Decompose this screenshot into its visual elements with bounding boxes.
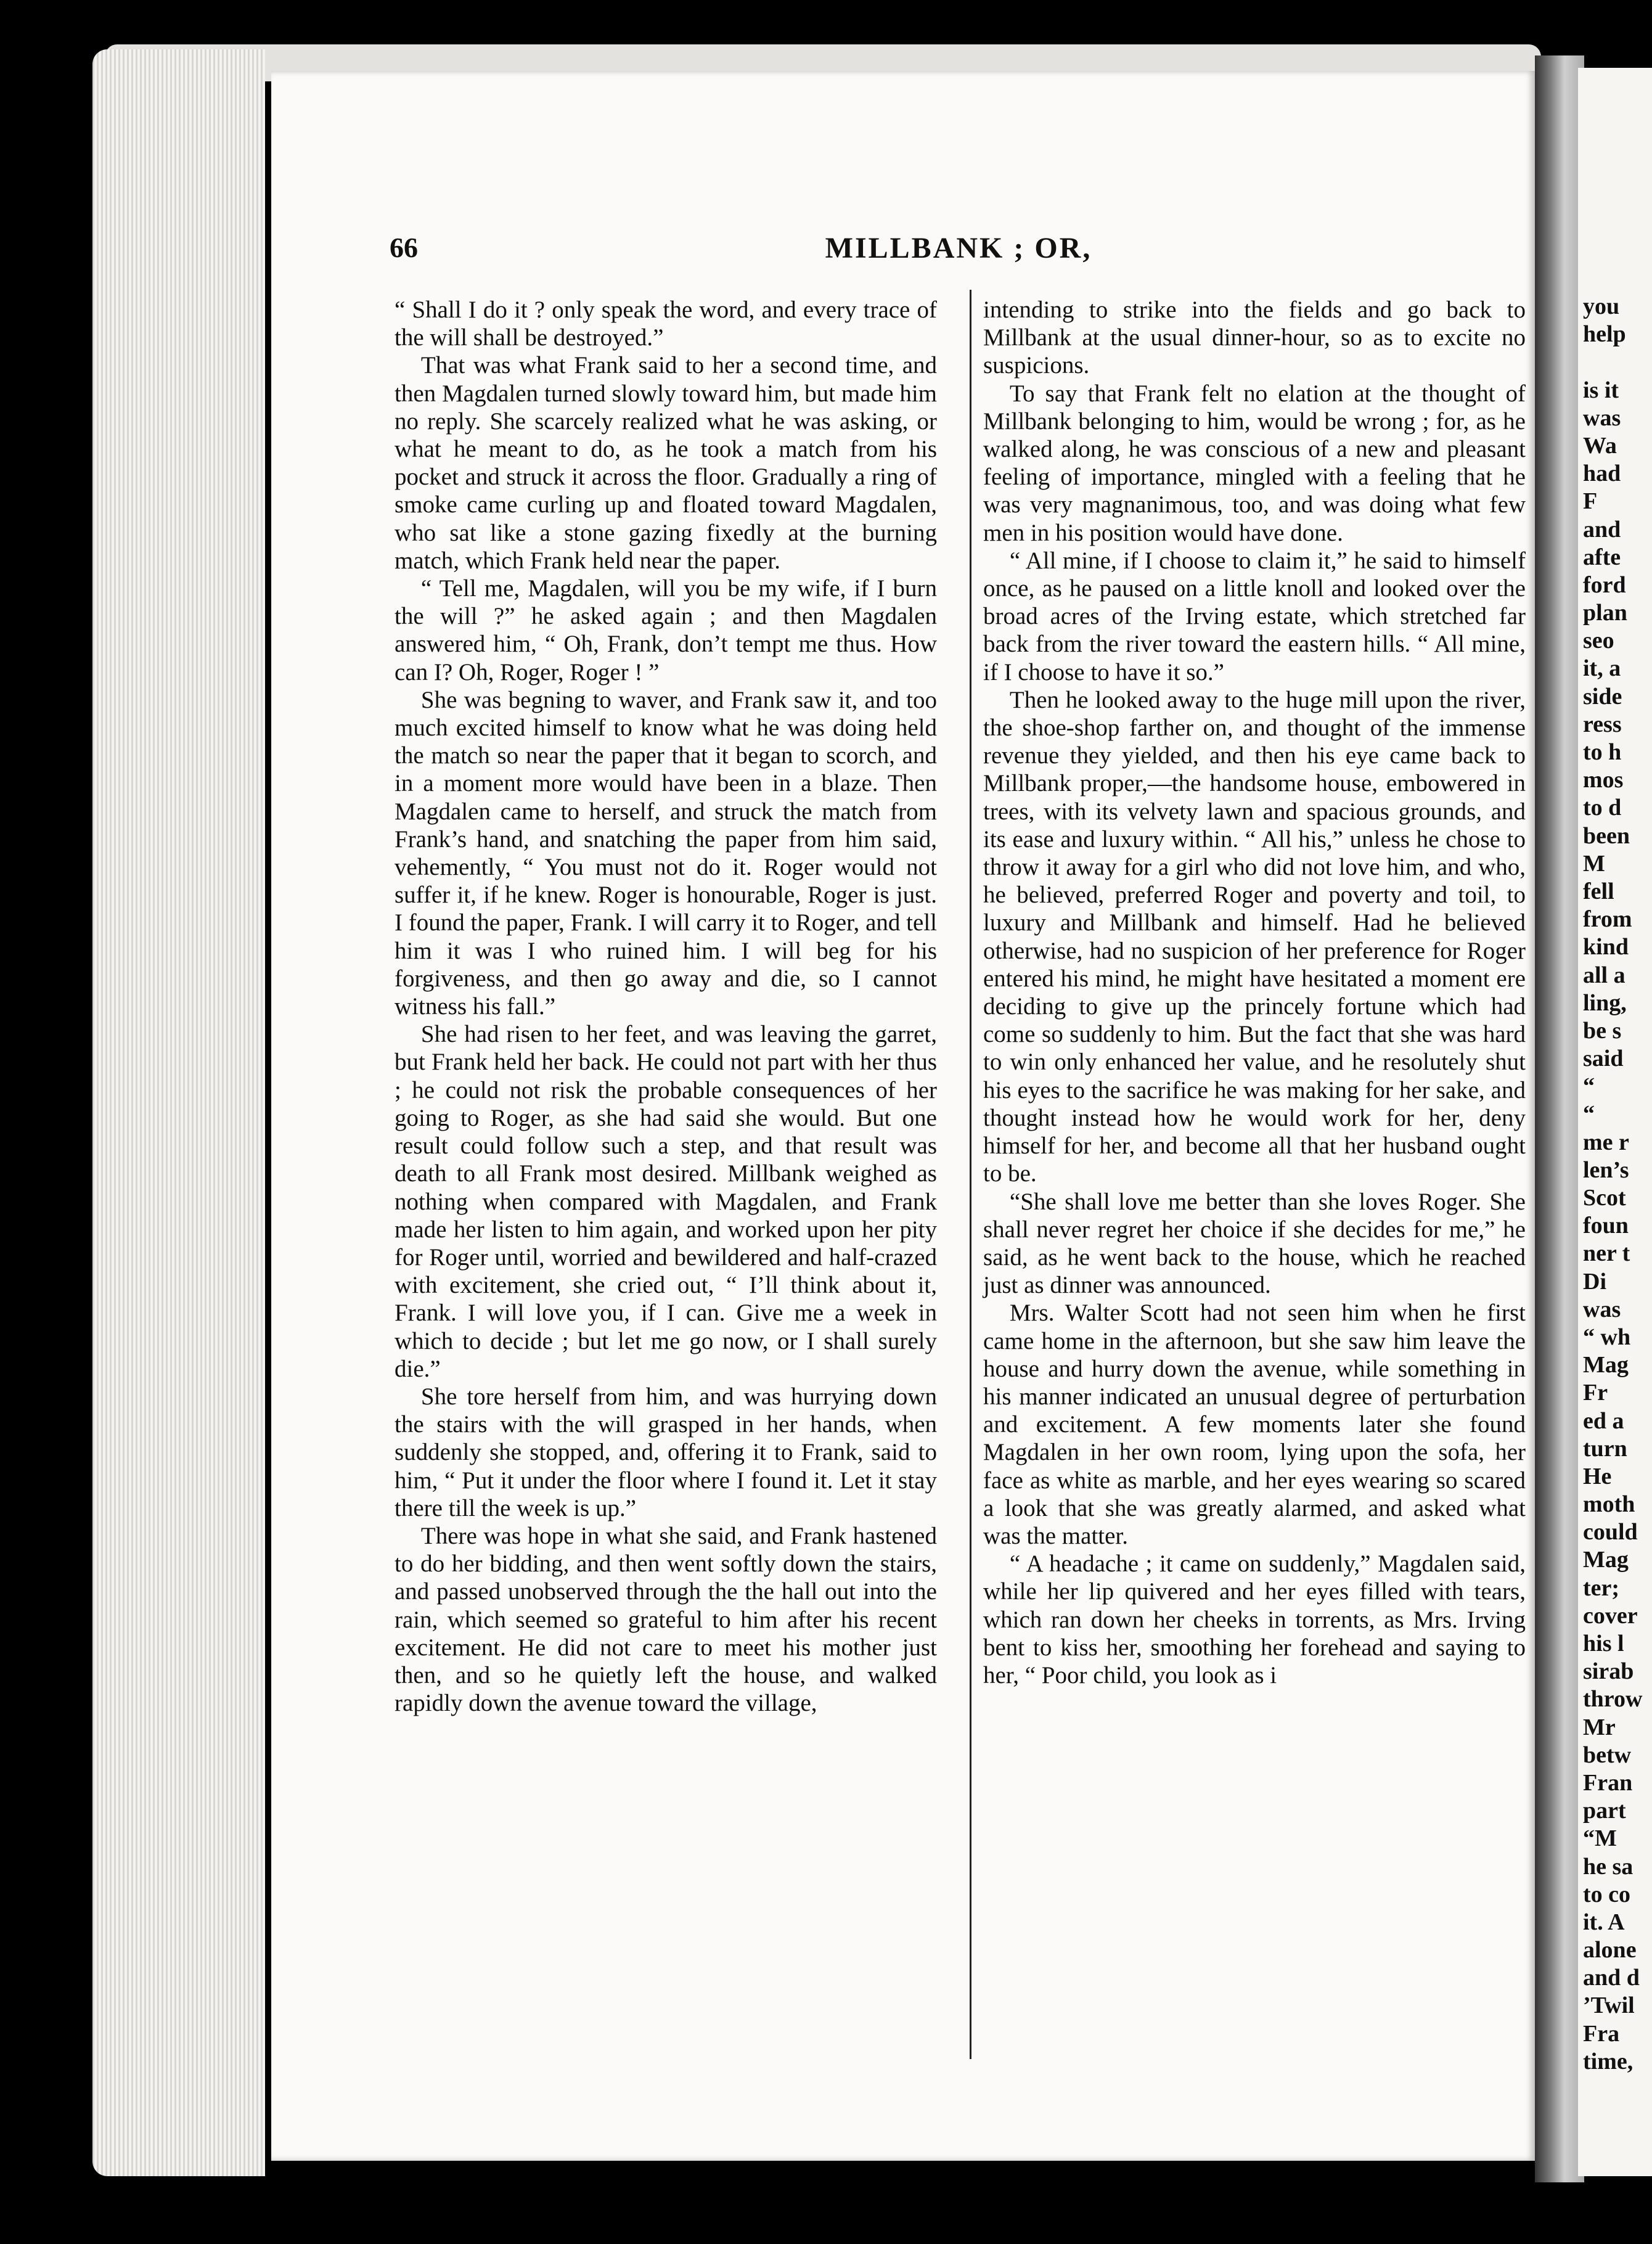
facing-page-line: turn [1583, 1435, 1627, 1462]
facing-page-line: said [1583, 1046, 1624, 1072]
facing-page-line: time, [1583, 2048, 1634, 2074]
facing-page-line: ling, [1583, 989, 1627, 1016]
facing-page-line: betw [1583, 1742, 1632, 1768]
facing-page-line: he sa [1583, 1853, 1634, 1880]
facing-page-line [1583, 348, 1642, 376]
facing-page-line: and d [1583, 1965, 1640, 1991]
facing-page-line: was [1583, 404, 1621, 431]
book-gutter [1535, 55, 1584, 2182]
facing-page-line: “ wh [1583, 1324, 1631, 1350]
paragraph: “ Tell me, Magdalen, will you be my wife, if I burn the will ?” he asked again ; and then Magdalen answered him, “ Oh, Frank, don’t tempt me thus. How can I? Oh, Roger, Roger ! ” [395, 575, 937, 686]
facing-page-line: it. A [1583, 1909, 1625, 1935]
facing-page-line: Mag [1583, 1547, 1629, 1573]
facing-page-line: Di [1583, 1268, 1606, 1295]
facing-page-line: “M [1583, 1825, 1617, 1852]
facing-page-line: Scot [1583, 1185, 1626, 1211]
paragraph: She tore herself from him, and was hurrying down the stairs with the will grasped in her hands, when suddenly she stopped, and, offering it to Frank, said to him, “ Put it under the floor where I found it. Let it stay there till the week is up.” [395, 1383, 937, 1521]
facing-page-line: Mag [1583, 1352, 1629, 1378]
facing-page-line: to d [1583, 795, 1622, 821]
facing-page-line: Wa [1583, 432, 1617, 459]
facing-page-line: fell [1583, 878, 1614, 904]
right-column [983, 296, 1526, 1689]
paragraph: That was what Frank said to her a second time, and then Magdalen turned slowly toward him, but made him no reply. She scarcely realized what he was asking, or what he meant to do, as he took a match from his pocket and struck it across the floor. Gradually a ring of smoke came curling up and floated toward Magdalen, who sat like a stone gazing fixedly at the burning match, which Frank held near the paper. [395, 352, 937, 574]
facing-page-line: ed a [1583, 1407, 1624, 1434]
paragraph: She had risen to her feet, and was leaving the garret, but Frank held her back. He could not part with her thus ; he could not risk the probable consequences of her going to Roger, as she had said she would. But one result could follow such a step, and that result was death to all Frank most desired. Millbank weighed as nothing when compared with Magdalen, and Frank made her listen to him again, and worked upon her pity for Roger until, worried and bewildered and half-crazed with excitement, she cried out, “ I’ll think about it, Frank. I will love you, if I can. Give me a week in which to decide ; but let me go now, or I shall surely die.” [395, 1021, 937, 1382]
facing-page-line: ress [1583, 711, 1622, 737]
facing-page-line: help [1583, 321, 1626, 348]
facing-page-line: afte [1583, 544, 1621, 570]
facing-page-line: Fr [1583, 1380, 1608, 1406]
facing-page-line: to co [1583, 1881, 1631, 1907]
facing-page-line: been [1583, 822, 1630, 849]
facing-page-line: foun [1583, 1213, 1629, 1239]
facing-page-line: Mr [1583, 1714, 1616, 1740]
facing-page-line: side [1583, 683, 1622, 710]
page-header [271, 231, 1535, 274]
facing-page-line: it, a [1583, 655, 1621, 682]
facing-page-line: plan [1583, 600, 1627, 626]
facing-page-line: ner t [1583, 1240, 1630, 1267]
column-rule [970, 290, 971, 2059]
facing-page-line: cover [1583, 1602, 1638, 1629]
facing-page-line: kind [1583, 934, 1629, 960]
facing-page-line: M [1583, 850, 1605, 877]
facing-page-line: ter; [1583, 1574, 1620, 1601]
facing-page-line: and [1583, 516, 1621, 543]
facing-page-line: from [1583, 906, 1632, 933]
facing-page-line: moth [1583, 1491, 1635, 1518]
facing-page-line: “ [1583, 1101, 1595, 1128]
paragraph: intending to strike into the fields and go back to Millbank at the usual dinner-hour, so as to excite no suspicions. [983, 297, 1526, 379]
paragraph: She was begning to waver, and Frank saw it, and too much excited himself to know what he was doing held the match so near the paper that it began to scorch, and in a moment more would have been in a blaze. Then Magdalen came to herself, and struck the match from Frank’s hand, and snatching the paper from him said, vehemently, “ You must not do it. Roger would not suffer it, if he knew. Roger is honourable, Roger is just. I found the paper, Frank. I will carry it to Roger, and tell him it was I who ruined him. I will beg for his forgiveness, and then go away and die, so I cannot witness his fall.” [395, 686, 937, 1020]
facing-page-line: me r [1583, 1129, 1629, 1155]
paragraph: To say that Frank felt no elation at the thought of Millbank belonging to him, would be wrong ; for, as he walked along, he was conscious of a new and pleasant feeling of importance, mingled with a feeling that he was very magnanimous, too, and was doing what few men in his position would have done. [983, 380, 1526, 546]
running-head: MILLBANK ; OR, [825, 232, 1092, 264]
left-column [395, 296, 937, 1717]
facing-page-line: throw [1583, 1686, 1643, 1713]
facing-page-line: He [1583, 1463, 1612, 1489]
facing-page-line: alone [1583, 1937, 1637, 1964]
facing-page [1578, 68, 1652, 2176]
facing-page-line: to h [1583, 739, 1622, 765]
facing-page-line: you [1583, 293, 1620, 319]
facing-page-line: F [1583, 488, 1598, 515]
facing-page-line: len’s [1583, 1157, 1629, 1183]
page-number: 66 [390, 232, 418, 263]
facing-page-line: Fran [1583, 1769, 1633, 1796]
paragraph: “ Shall I do it ? only speak the word, and every trace of the will shall be destroyed.” [395, 297, 937, 351]
facing-page-line: “ [1583, 1073, 1595, 1100]
facing-page-line: part [1583, 1798, 1626, 1824]
paragraph: “ All mine, if I choose to claim it,” he said to himself once, as he paused on a little knoll and looked over the broad acres of the Irving estate, which stretched far back from the river toward the eastern hills. “ All mine, if I choose to have it so.” [983, 547, 1526, 686]
facing-page-line: be s [1583, 1017, 1622, 1044]
facing-page-line: all a [1583, 962, 1625, 988]
facing-page-line: could [1583, 1519, 1638, 1546]
book-page-edges [92, 49, 265, 2176]
facing-page-line: was [1583, 1296, 1621, 1322]
paragraph: “ A headache ; it came on suddenly,” Magdalen said, while her lip quivered and her eyes filled with tears, which ran down her cheeks in torrents, as Mrs. Irving bent to kiss her, smoothing her forehead and saying to her, “ Poor child, you look as i [983, 1550, 1526, 1689]
facing-page-fragments [1583, 293, 1642, 2076]
facing-page-line: sirab [1583, 1658, 1634, 1685]
facing-page-line: ford [1583, 571, 1626, 598]
facing-page-line: Fra [1583, 2020, 1620, 2047]
facing-page-line: his l [1583, 1631, 1624, 1656]
paragraph: There was hope in what she said, and Frank hastened to do her bidding, and then went softly down the stairs, and passed unobserved through the the hall out into the rain, which seemed so grateful to him after his recent excitement. He did not care to meet his mother just then, and so he quietly left the house, and walked rapidly down the avenue toward the village, [395, 1522, 937, 1717]
facing-page-line: is it [1583, 377, 1619, 403]
paragraph: Then he looked away to the huge mill upon the river, the shoe-shop farther on, and thought of the immense revenue they yielded, and then his eye came back to Millbank proper,—the handsome house, embowered in trees, with its velvety lawn and spacious grounds, and its ease and luxury within. “ All his,” unless he chose to throw it away for a girl who did not love him, and who, he believed, preferred Roger and poverty and toil, to luxury and Millbank and himself. Had he believed otherwise, had no suspicion of her preference for Roger entered his mind, he might have hesitated a moment ere deciding to give up the princely fortune which had come so suddenly to him. But the fact that she was hard to win only enhanced her value, and he resolutely shut his eyes to the sacrifice he was making for her sake, and thought instead how he would work for her, deny himself for her, and become all that her husband ought to be. [983, 686, 1526, 1187]
paragraph: Mrs. Walter Scott had not seen him when he first came home in the afternoon, but she saw him leave the house and hurry down the avenue, while something in his manner indicated an unusual degree of perturbation and excitement. A few moments later she found Magdalen in her own room, lying upon the sofa, her face as white as marble, and her eyes wearing so scared a look that she was greatly alarmed, and asked what was the matter. [983, 1300, 1526, 1549]
facing-page-line: seo [1583, 628, 1614, 654]
facing-page-line: mos [1583, 767, 1624, 793]
paragraph: “She shall love me better than she loves Roger. She shall never regret her choice if she decides for me,” he said, as he went back to the house, which he reached just as dinner was announced. [983, 1188, 1526, 1299]
book-page [271, 71, 1535, 2161]
facing-page-line: had [1583, 461, 1621, 487]
facing-page-line: ’Twil [1583, 1992, 1635, 2019]
